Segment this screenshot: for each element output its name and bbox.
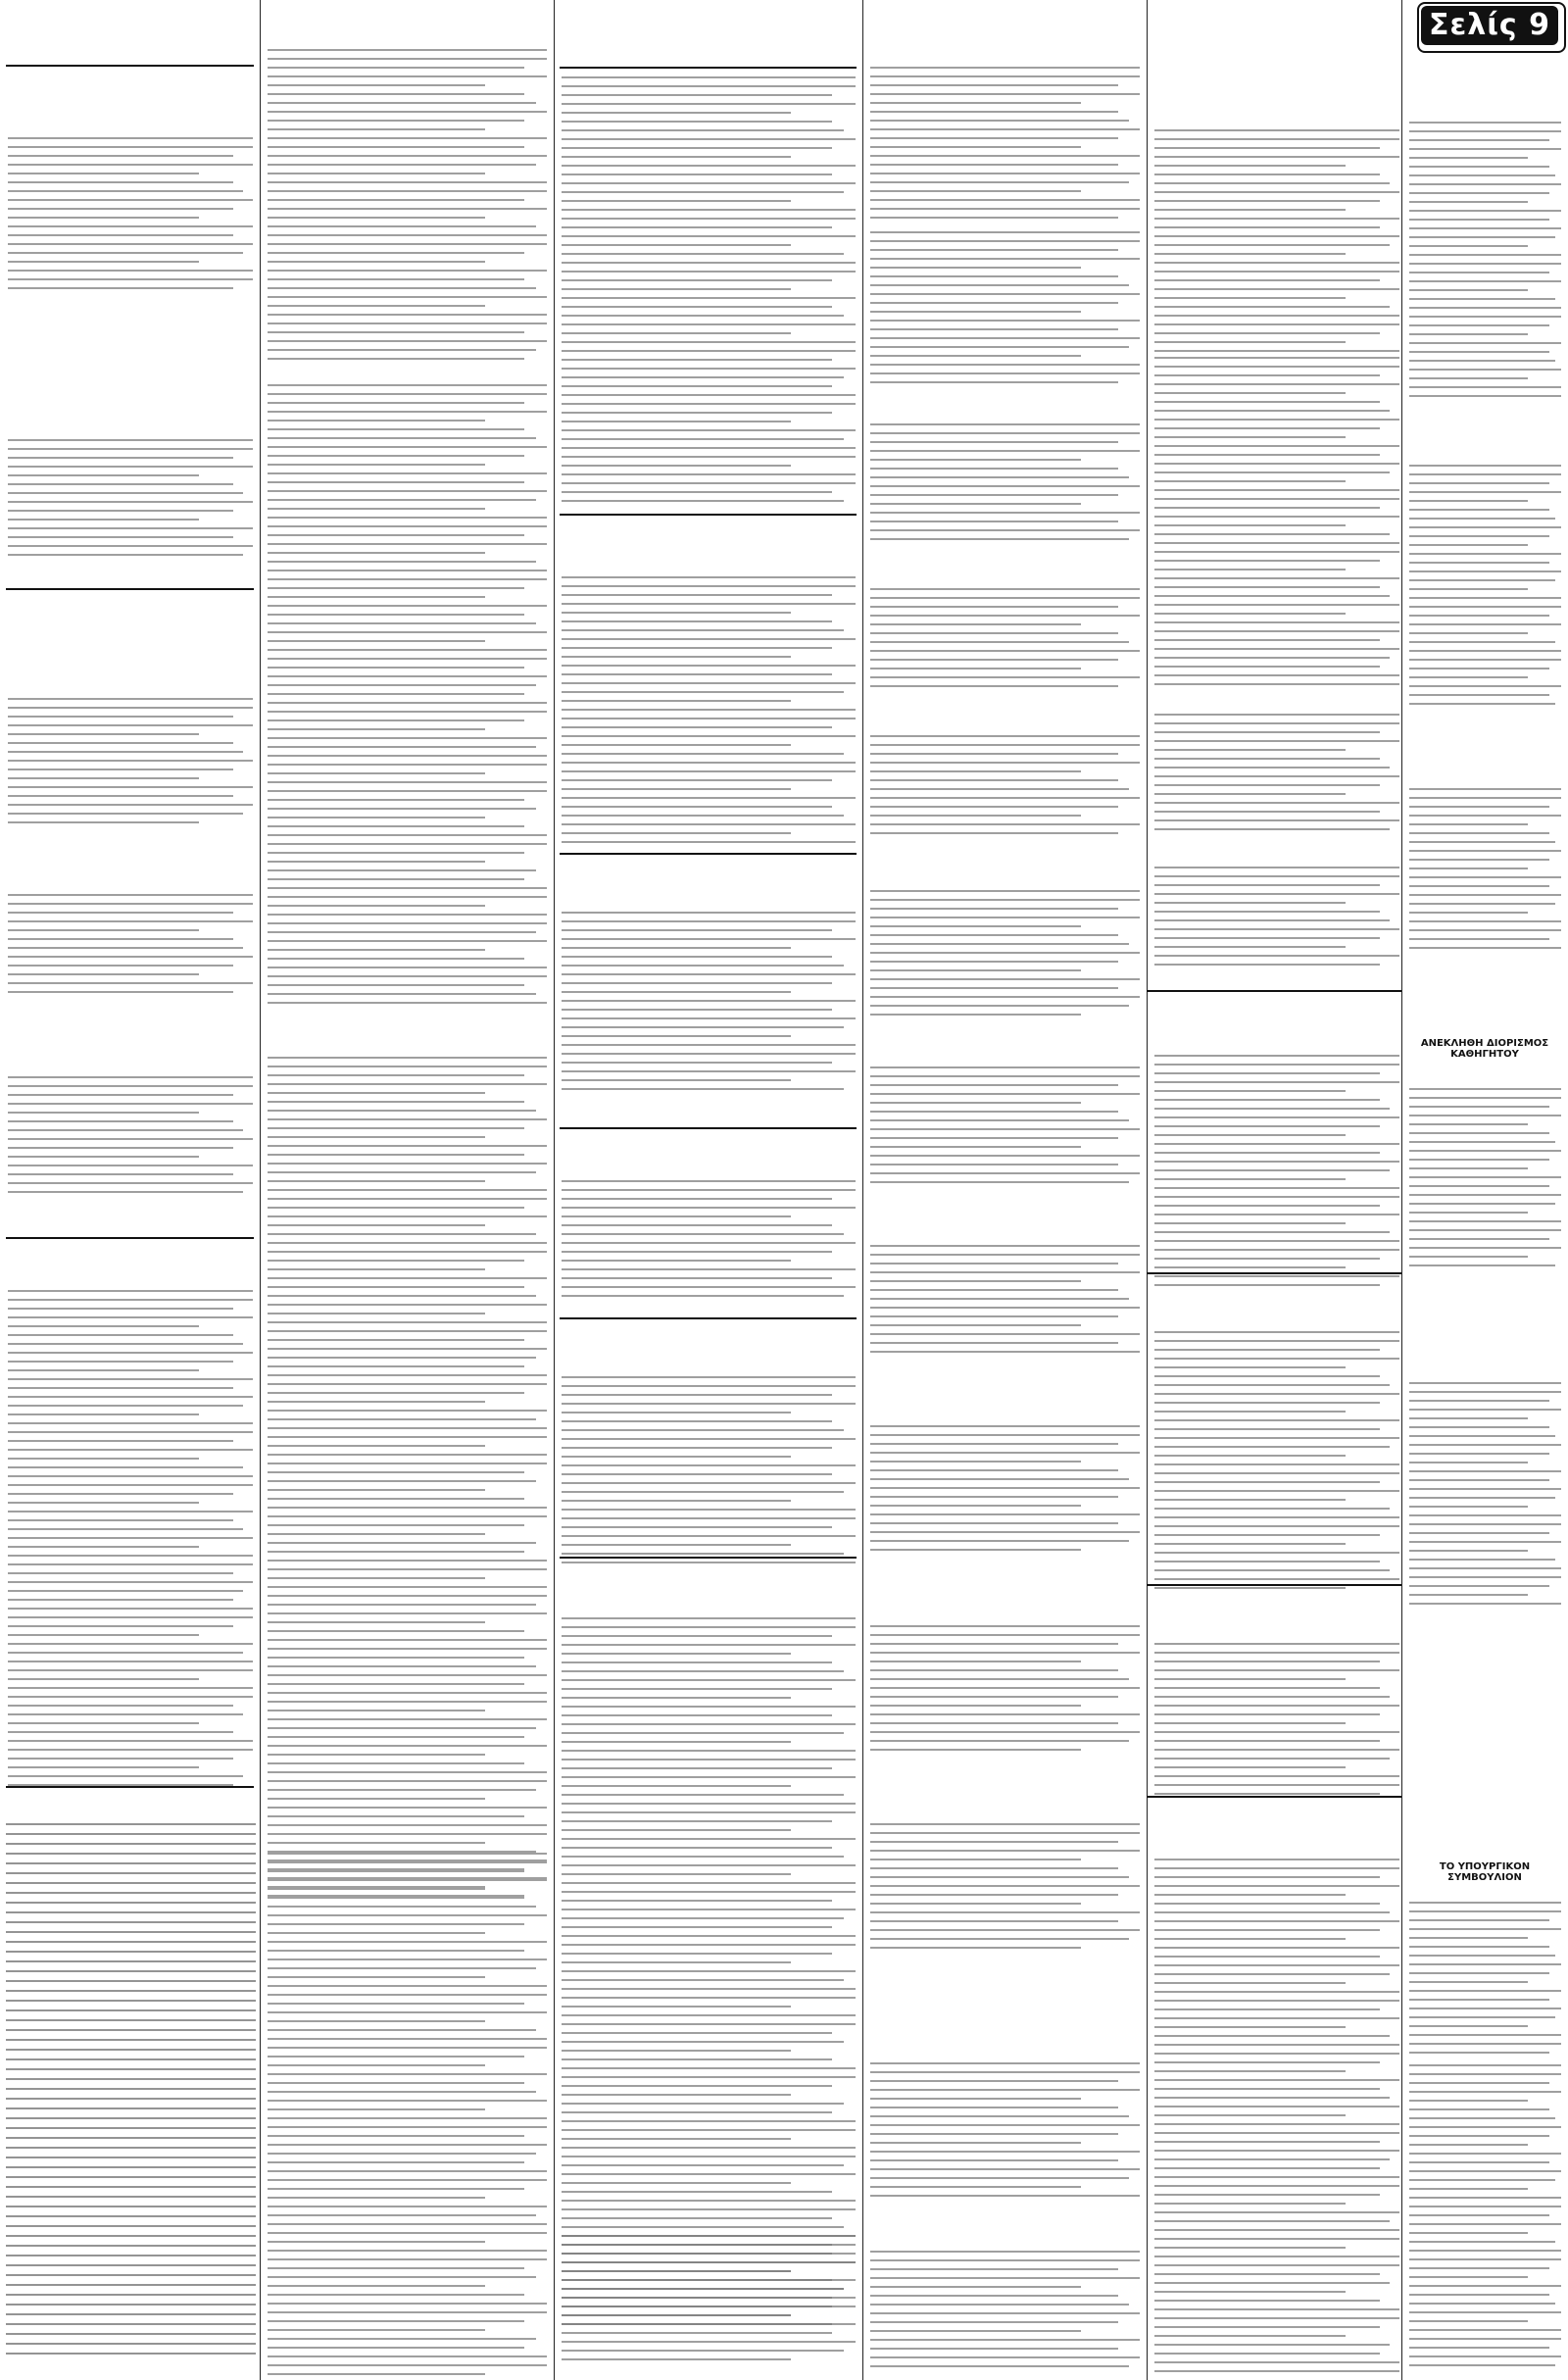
article-text xyxy=(1154,357,1399,692)
article-text xyxy=(268,1057,547,1904)
column-5 xyxy=(1147,0,1401,2380)
headline-divider xyxy=(6,588,254,590)
article-text xyxy=(870,2251,1140,2374)
article-text xyxy=(562,1617,856,2332)
article-text xyxy=(8,439,253,563)
column-4 xyxy=(862,0,1147,2380)
column-6 xyxy=(1401,0,1568,2380)
article-text xyxy=(870,1823,1140,1956)
headline: ΑΝΕΚΛΗΘΗ ΔΙΟΡΙΣΜΟΣ ΚΑΘΗΓΗΤΟΥ xyxy=(1420,1038,1549,1060)
headline-divider xyxy=(6,1786,254,1788)
headline-divider xyxy=(6,1237,254,1239)
article-text xyxy=(1154,129,1399,359)
headline-divider xyxy=(560,1127,857,1129)
article-text xyxy=(1409,122,1561,404)
article-text xyxy=(1409,1088,1561,1273)
headline-divider xyxy=(560,67,857,69)
market-quotes xyxy=(6,1823,256,2372)
article-text xyxy=(1409,788,1561,956)
article-text xyxy=(1154,1643,1399,1802)
headline: ΤΟ ΥΠΟΥΡΓΙΚΟΝ ΣΥΜΒΟΥΛΙΟΝ xyxy=(1439,1861,1531,1883)
column-1 xyxy=(0,0,260,2380)
article-text xyxy=(8,1290,253,1793)
article-text xyxy=(870,2062,1140,2204)
headline-divider xyxy=(1147,1272,1401,1274)
article-text xyxy=(1409,1902,1561,2060)
article-text xyxy=(1154,1859,1399,2379)
headline-divider xyxy=(1147,1584,1401,1586)
article-text xyxy=(562,2235,856,2367)
article-text xyxy=(268,1853,547,2380)
article-text xyxy=(870,423,1140,547)
article-text xyxy=(870,588,1140,694)
article-text xyxy=(268,49,547,367)
article-text xyxy=(562,576,856,850)
headline-divider xyxy=(560,514,857,516)
headline-divider xyxy=(560,1317,857,1319)
headline-divider xyxy=(560,1557,857,1559)
article-text xyxy=(8,894,253,1000)
article-text xyxy=(870,1245,1140,1360)
column-2 xyxy=(260,0,554,2380)
headline-divider xyxy=(1147,990,1401,992)
article-text xyxy=(1409,2064,1561,2373)
article-text xyxy=(268,384,547,1011)
article-text xyxy=(1154,867,1399,972)
article-text xyxy=(1409,1382,1561,1611)
column-3 xyxy=(554,0,862,2380)
article-text xyxy=(1409,465,1561,712)
headline-divider xyxy=(1147,1796,1401,1798)
article-text xyxy=(8,698,253,830)
headline-divider xyxy=(560,853,857,855)
article-text xyxy=(870,1425,1140,1558)
page-masthead: Σελίς 9 xyxy=(1421,6,1558,45)
article-text xyxy=(870,67,1140,225)
article-text xyxy=(562,912,856,1097)
article-text xyxy=(8,137,253,296)
headline-divider xyxy=(6,65,254,67)
article-text xyxy=(870,1625,1140,1758)
article-text xyxy=(8,1076,253,1200)
article-text xyxy=(562,76,856,509)
article-text xyxy=(870,231,1140,390)
article-text xyxy=(1154,1055,1399,1293)
article-text xyxy=(1154,714,1399,837)
article-text xyxy=(870,735,1140,841)
article-text xyxy=(562,1376,856,1570)
article-text xyxy=(1154,1331,1399,1596)
article-text xyxy=(870,1066,1140,1190)
article-text xyxy=(562,1180,856,1304)
article-text xyxy=(870,890,1140,1022)
